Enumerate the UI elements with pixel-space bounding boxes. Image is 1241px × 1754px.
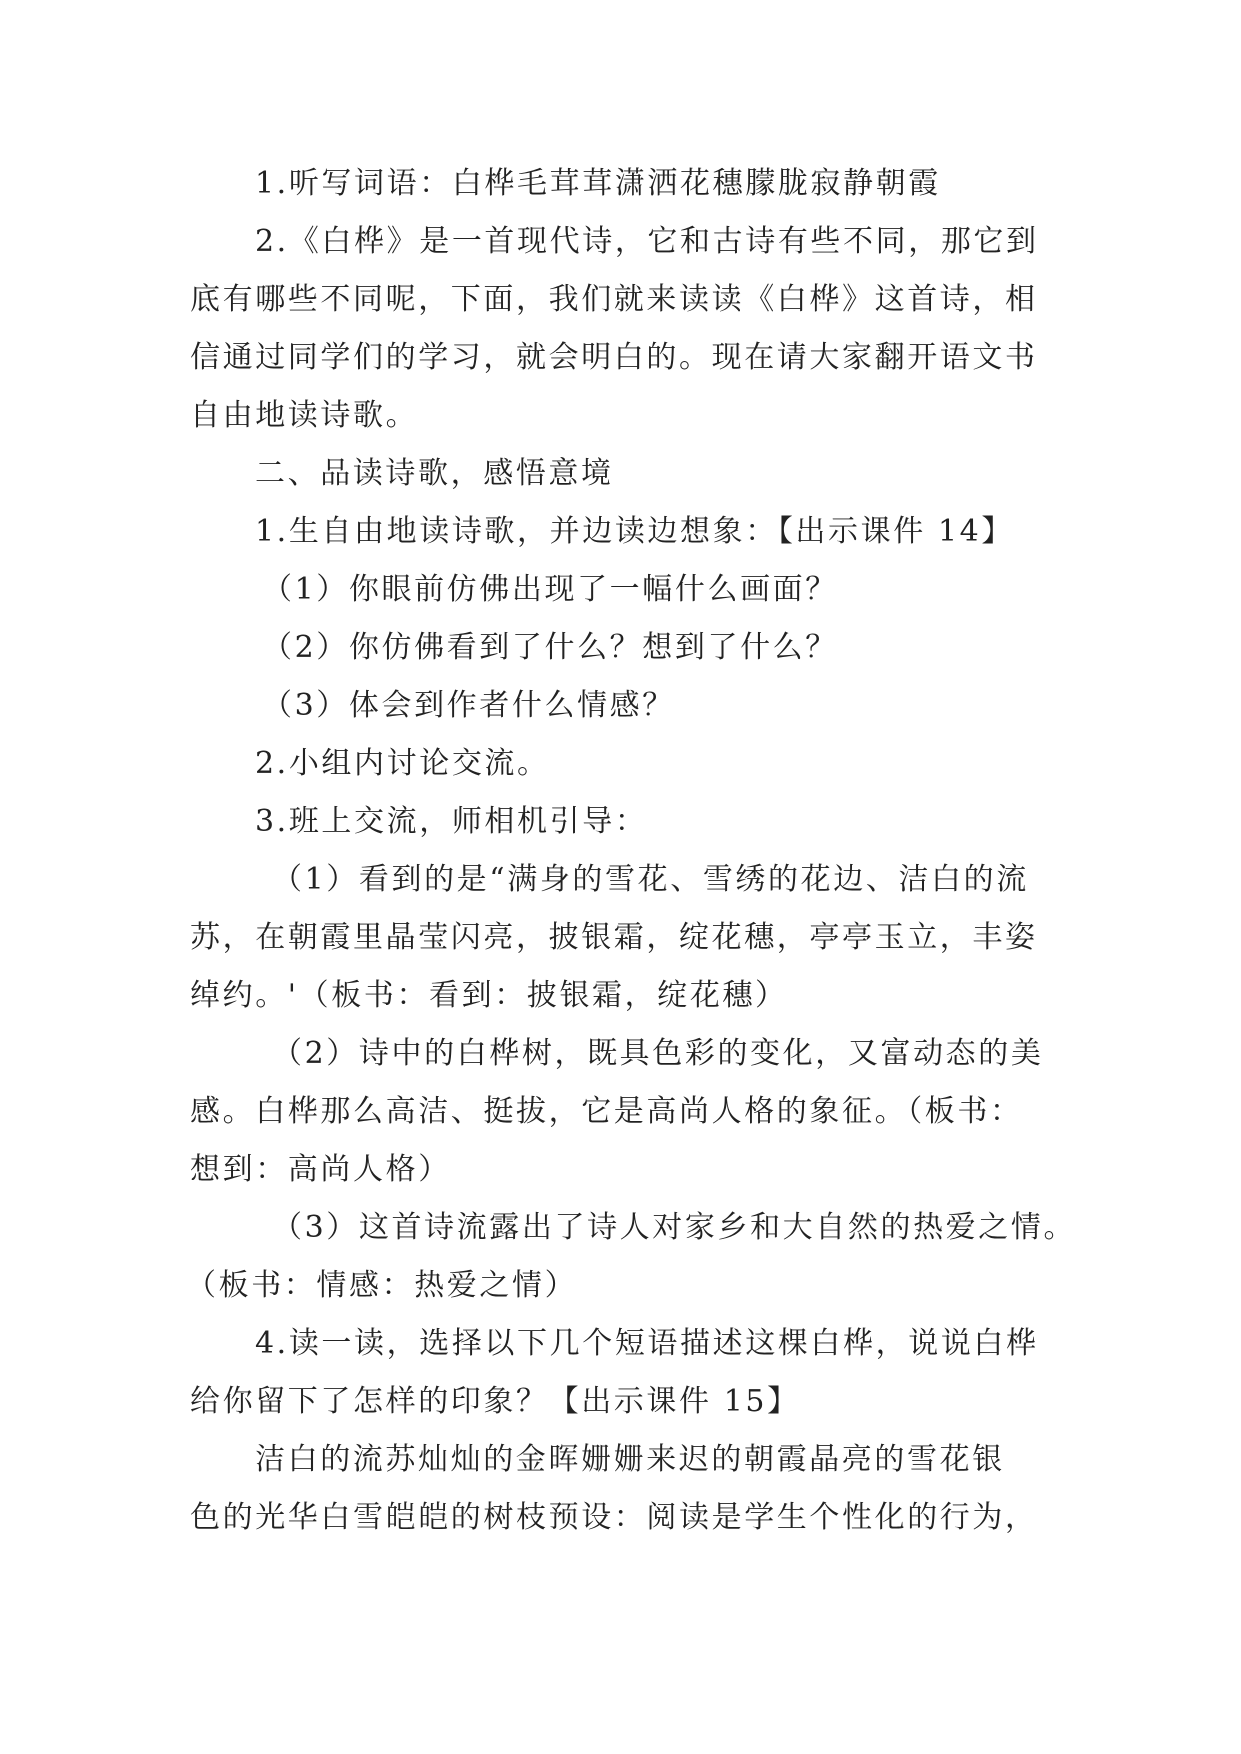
text-line: （2）诗中的白桦树，既具色彩的变化，又富动态的美 <box>272 1036 1044 1071</box>
text-line: 2.《白桦》是一首现代诗，它和古诗有些不同，那它到 <box>255 224 1039 259</box>
text-line: （1）看到的是“满身的雪花、雪绣的花边、洁白的流 <box>272 862 1029 897</box>
section-heading: 二、品读诗歌，感悟意境 <box>255 456 614 491</box>
text-line: 苏，在朝霞里晶莹闪亮，披银霜，绽花穗，亭亭玉立，丰姿 <box>190 920 1038 955</box>
text-line: 1.生自由地读诗歌，并边读边想象：【出示课件 14】 <box>255 514 1014 549</box>
text-line: 2.小组内讨论交流。 <box>255 746 550 781</box>
text-line: 想到：高尚人格） <box>190 1152 451 1187</box>
text-line: 底有哪些不同呢，下面，我们就来读读《白桦》这首诗，相 <box>190 282 1038 317</box>
text-line: 1.听写词语：白桦毛茸茸潇洒花穗朦胧寂静朝霞 <box>255 166 941 201</box>
text-line: 给你留下了怎样的印象？【出示课件 15】 <box>190 1384 800 1419</box>
text-line: （1）你眼前仿佛出现了一幅什么画面？ <box>262 572 838 607</box>
text-line: （2）你仿佛看到了什么？想到了什么？ <box>262 630 838 665</box>
text-line: 洁白的流苏灿灿的金晖姗姗来迟的朝霞晶亮的雪花银 <box>255 1442 1005 1477</box>
text-line: （板书：情感：热爱之情） <box>186 1268 578 1303</box>
text-line: 自由地读诗歌。 <box>190 398 419 433</box>
text-line: （3）体会到作者什么情感？ <box>262 688 675 723</box>
text-line: （3）这首诗流露出了诗人对家乡和大自然的热爱之情。 <box>272 1210 1077 1245</box>
text-line: 信通过同学们的学习，就会明白的。现在请大家翻开语文书 <box>190 340 1038 375</box>
text-line: 色的光华白雪皑皑的树枝预设：阅读是学生个性化的行为， <box>190 1500 1038 1535</box>
text-line: 3.班上交流，师相机引导： <box>255 804 648 839</box>
text-line: 4.读一读，选择以下几个短语描述这棵白桦，说说白桦 <box>255 1326 1039 1361</box>
text-line: 感。白桦那么高洁、挺拔，它是高尚人格的象征。（板书： <box>190 1094 1023 1129</box>
text-line: 绰约。'（板书：看到：披银霜，绽花穗） <box>190 978 788 1013</box>
